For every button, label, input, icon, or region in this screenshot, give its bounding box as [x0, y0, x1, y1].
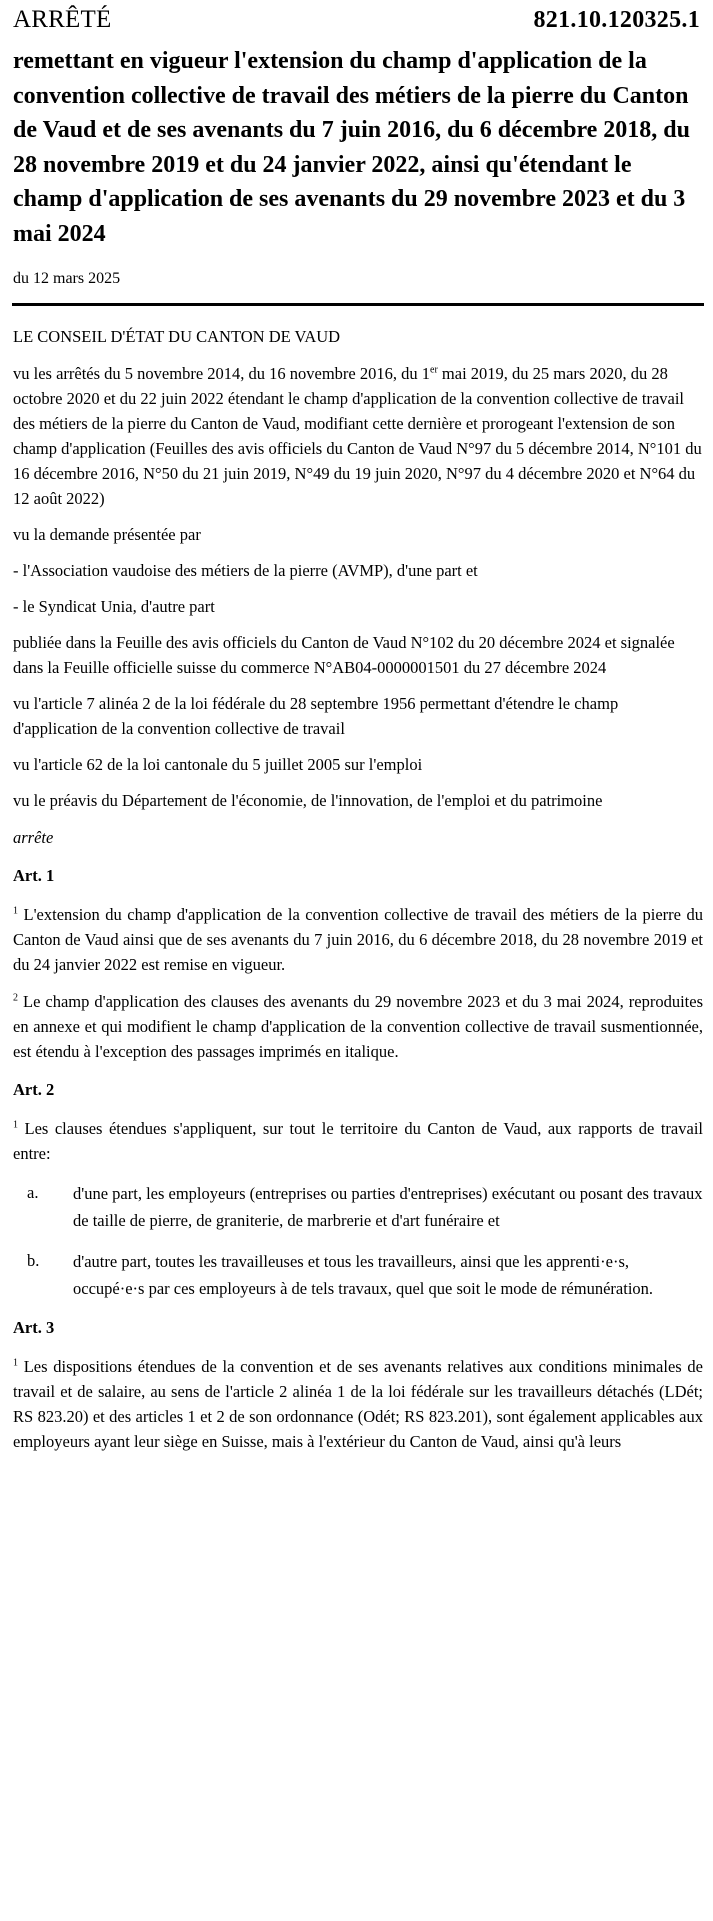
paragraph-text: L'extension du champ d'application de la convention collective de travail des métiers de la pierre du Canton de Vaud ainsi que de ses avenants du 7 juin 2016, du 6 décembre 2018, du 28 novembre 2019 et du 24 janvier 2022 est remise en vigueur. [13, 905, 703, 974]
considerant-3: - l'Association vaudoise des métiers de la pierre (AVMP), d'une part et [13, 561, 478, 580]
list-item [13, 1180, 703, 1234]
document-title: remettant en vigueur l'extension du champ d'application de la convention collective de travail des métiers de la pierre du Canton de Vaud et de ses avenants du 7 juin 2016, du 6 décembre 2018, du 28 novembre 2019 et du 24 janvier 2022, ainsi qu'étendant le champ d'application de ses avenants du 29 novembre 2023 et du 3 mai 2024 [13, 48, 691, 247]
document-type: ARRÊTÉ [13, 6, 112, 33]
paragraph-number: 1 [13, 905, 18, 917]
document-header [13, 0, 700, 40]
considerant-1-text-b: mai 2019, du 25 mars 2020, du 28 octobre 2020 et du 22 juin 2022 étendant le champ d'application de la convention collective de travail des métiers de la pierre du Canton de Vaud, modifiant cette dernière et prorogeant l'extension de son champ d'application (Feuilles des avis officiels du Canton de Vaud N°97 du 5 décembre 2014, N°101 du 16 décembre 2016, N°50 du 21 juin 2019, N°49 du 19 juin 2020, N°97 du 4 décembre 2020 et N°64 du 12 août 2022) [13, 364, 702, 508]
list-item-label: a. [27, 1183, 39, 1202]
decree-word: arrête [13, 828, 54, 847]
paragraph-number: 2 [13, 992, 18, 1004]
considerant-1 [13, 361, 703, 511]
considerant-1-text-a: vu les arrêtés du 5 novembre 2014, du 16 novembre 2016, du 1 [13, 364, 430, 383]
list-item-label: b. [27, 1251, 40, 1270]
issuing-authority: LE CONSEIL D'ÉTAT DU CANTON DE VAUD [13, 327, 341, 346]
ordinal-superscript: er [430, 364, 438, 376]
list-item-text: d'une part, les employeurs (entreprises ou parties d'entreprises) exécutant ou posant des travaux de taille de pierre, de graniterie, de marbrerie et d'art funéraire et [73, 1184, 703, 1230]
considerant-5: publiée dans la Feuille des avis officiels du Canton de Vaud N°102 du 20 décembre 2024 et signalée dans la Feuille officielle suisse du commerce N°AB04-0000001501 du 27 décembre 2024 [13, 633, 675, 677]
document-number: 821.10.120325.1 [533, 7, 700, 33]
article-1-paragraph-1 [13, 902, 703, 977]
considerant-7: vu l'article 62 de la loi cantonale du 5 juillet 2005 sur l'emploi [13, 755, 423, 774]
article-3-paragraph-1 [13, 1354, 703, 1454]
considerant-8: vu le préavis du Département de l'économie, de l'innovation, de l'emploi et du patrimoine [13, 791, 603, 810]
considerant-2: vu la demande présentée par [13, 525, 201, 544]
article-2-paragraph-1 [13, 1116, 703, 1166]
list-item-text: d'autre part, toutes les travailleuses et tous les travailleurs, ainsi que les apprenti·e·s, occupé·e·s par ces employeurs à de tels travaux, quel que soit le mode de rémunération. [73, 1252, 654, 1298]
article-2-heading: Art. 2 [13, 1080, 55, 1099]
paragraph-number: 1 [13, 1119, 18, 1131]
paragraph-number: 1 [13, 1357, 18, 1369]
document-date: du 12 mars 2025 [13, 270, 121, 287]
article-3-heading: Art. 3 [13, 1318, 55, 1337]
considerant-4: - le Syndicat Unia, d'autre part [13, 597, 215, 616]
header-divider [12, 303, 704, 306]
document-body [13, 324, 703, 1454]
paragraph-text: Les clauses étendues s'appliquent, sur tout le territoire du Canton de Vaud, aux rapports de travail entre: [13, 1119, 703, 1163]
article-1-heading: Art. 1 [13, 866, 55, 885]
list-item [13, 1248, 703, 1302]
paragraph-text: Les dispositions étendues de la convention et de ses avenants relatives aux conditions minimales de travail et de salaire, au sens de l'article 2 alinéa 1 de la loi fédérale sur les travailleurs détachés (LDét; RS 823.20) et des articles 1 et 2 de son ordonnance (Odét; RS 823.201), sont également applicables aux employeurs ayant leur siège en Suisse, mais à l'extérieur du Canton de Vaud, ainsi qu'à leurs [13, 1357, 703, 1451]
article-1-paragraph-2 [13, 989, 703, 1064]
considerant-6: vu l'article 7 alinéa 2 de la loi fédérale du 28 septembre 1956 permettant d'étendre le champ d'application de la convention collective de travail [13, 694, 619, 738]
paragraph-text: Le champ d'application des clauses des avenants du 29 novembre 2023 et du 3 mai 2024, reproduites en annexe et qui modifient le champ d'application de la convention collective de travail susmentionnée, est étendu à l'exception des passages imprimés en italique. [13, 992, 703, 1061]
